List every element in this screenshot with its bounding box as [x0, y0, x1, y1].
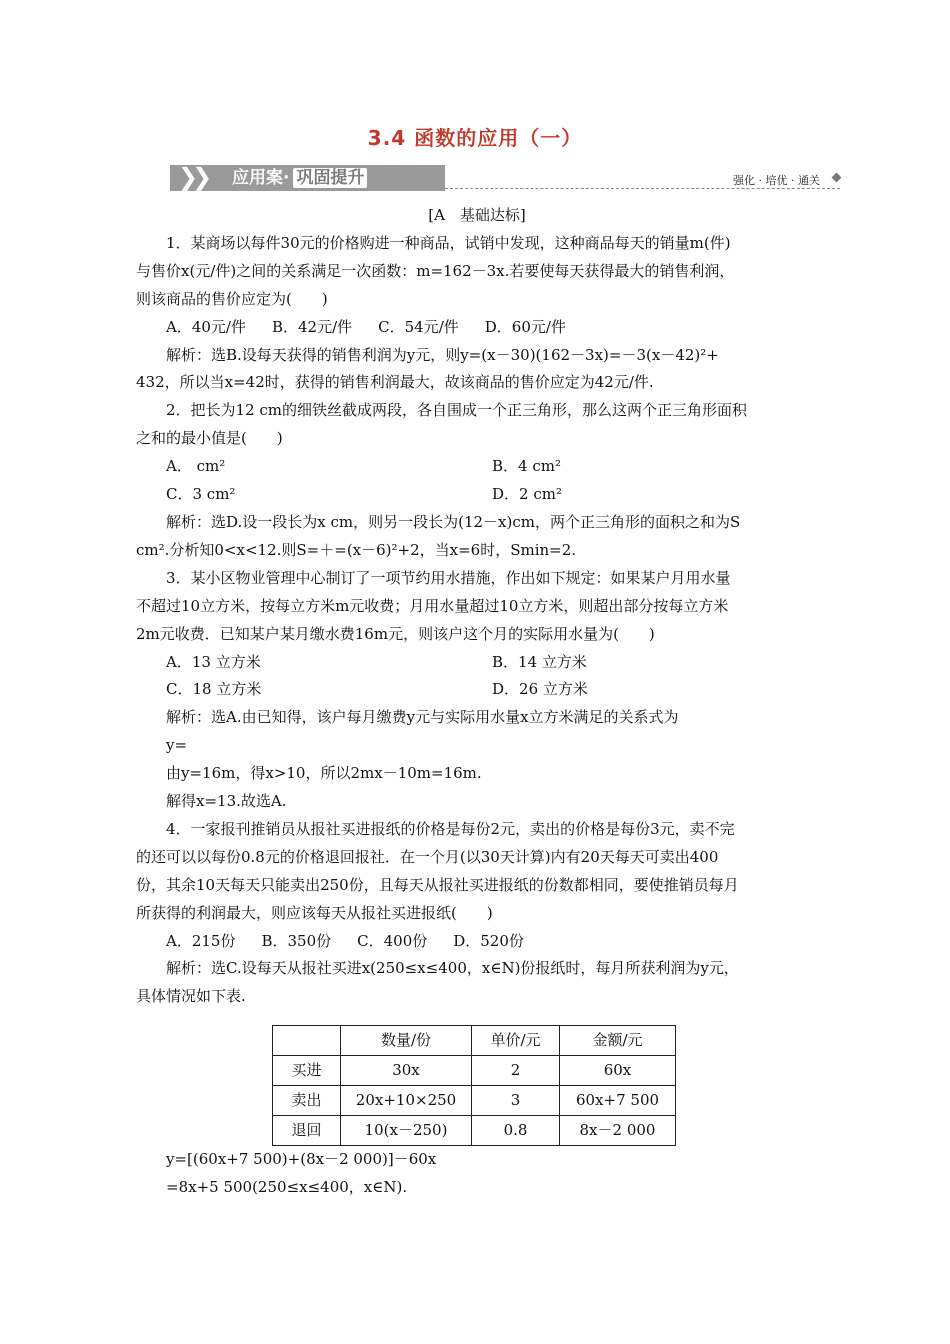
table-row: [273, 1116, 676, 1146]
q3-line3: 2m元收费．已知某户某月缴水费16m元，则该户这个月的实际用水量为( ): [136, 624, 655, 643]
q2-solution-1: 解析：选D.设一段长为x cm，则另一段长为(12－x)cm，两个正三角形的面积之和为S: [166, 512, 741, 531]
q3-option-a: A．13 立方米: [166, 652, 261, 671]
q3-line2: 不超过10立方米，按每立方米m元收费；月用水量超过10立方米，则超出部分按每立方米: [136, 596, 729, 615]
page-title: 3.4 函数的应用（一）: [367, 126, 583, 150]
q3-options-row1: [136, 649, 818, 677]
q4-line4: 所获得的利润最大，则应该每天从报社买进报纸( ): [136, 903, 493, 922]
banner-em-label: 巩固提升: [293, 168, 367, 188]
q4-solution-2: 具体情况如下表.: [136, 987, 246, 1006]
q3-option-b: B．14 立方米: [492, 652, 587, 671]
table-cell: 卖出: [273, 1086, 341, 1116]
q4-option-b: B．350份: [261, 931, 332, 950]
table-cell: 2: [472, 1056, 560, 1086]
table-cell: 30x: [341, 1056, 472, 1086]
q3-option-c: C．18 立方米: [166, 680, 262, 699]
q3-option-d: D．26 立方米: [492, 680, 588, 699]
q1-option-b: B．42元/件: [271, 317, 353, 336]
section-heading: [A 基础达标]: [428, 206, 526, 224]
q1-option-d: D．60元/件: [484, 317, 566, 336]
q2-line2: 之和的最小值是( ): [136, 429, 283, 448]
table-cell: 20x+10×250: [341, 1086, 472, 1116]
table-row: [273, 1086, 676, 1116]
double-chevron-icon: ❯❯: [178, 163, 207, 191]
q1-line1: 1．某商场以每件30元的价格购进一种商品，试销中发现，这种商品每天的销量m(件): [166, 233, 731, 252]
banner-right-label: 强化 · 培优 · 通关: [733, 174, 820, 187]
table-cell: 0.8: [472, 1116, 560, 1146]
q3-solution-2: y=: [166, 736, 188, 755]
q4-line1: 4．一家报刊推销员从报社买进报纸的价格是每份2元，卖出的价格是每份3元，卖不完: [166, 819, 735, 838]
q1-solution-2: 432，所以当x=42时，获得的销售利润最大，故该商品的售价应定为42元/件.: [136, 373, 654, 392]
q4-option-c: C．400份: [357, 931, 428, 950]
table-cell: 3: [472, 1086, 560, 1116]
q4-line2: 的还可以以每份0.8元的价格退回报社．在一个月(以30天计算)内有20天每天可卖出400: [136, 847, 719, 866]
q4-option-a: A．215份: [166, 931, 236, 950]
table-cell: 买进: [273, 1056, 341, 1086]
q1-option-c: C．54元/件: [378, 317, 459, 336]
banner-label: [232, 166, 367, 190]
q4-solution-1: 解析：选C.设每天从报社买进x(250≤x≤400，x∈N)份报纸时，每月所获利润为y元，: [166, 959, 739, 978]
table-cell: 退回: [273, 1116, 341, 1146]
q2-option-d: D．2 cm²: [492, 485, 562, 504]
profit-table: [272, 1025, 676, 1146]
table-header: 单价/元: [472, 1026, 560, 1056]
q1-solution-1: 解析：选B.设每天获得的销售利润为y元，则y=(x－30)(162－3x)=－3(x－42)²+: [166, 345, 719, 364]
table-header: 金额/元: [560, 1026, 676, 1056]
q2-options-row2: [136, 481, 818, 509]
q2-options-row1: [136, 453, 818, 481]
table-cell: 8x－2 000: [560, 1116, 676, 1146]
q4-option-d: D．520份: [453, 931, 524, 950]
section-banner: [170, 162, 840, 192]
q4-equation-1: y=[(60x+7 500)+(8x－2 000)]－60x: [166, 1150, 437, 1169]
table-cell: 10(x－250): [341, 1116, 472, 1146]
q3-options-row2: [136, 676, 818, 704]
q1-line2: 与售价x(元/件)之间的关系满足一次函数：m=162－3x.若要使每天获得最大的销售利润，: [136, 261, 735, 280]
q3-line1: 3．某小区物业管理中心制订了一项节约用水措施，作出如下规定：如果某户月用水量: [166, 568, 731, 587]
q4-line3: 份，其余10天每天只能卖出250份，且每天从报社买进报纸的份数都相同，要使推销员每月: [136, 875, 739, 894]
q2-option-b: B．4 cm²: [492, 457, 561, 476]
q2-option-a: A． cm²: [166, 457, 226, 476]
banner-left-label: 应用案·: [232, 168, 290, 188]
q3-solution-3: 由y=16m，得x>10，所以2mx－10m=16m.: [166, 764, 482, 783]
q2-line1: 2．把长为12 cm的细铁丝截成两段，各自围成一个正三角形，那么这两个正三角形面积: [166, 401, 748, 420]
q3-solution-1: 解析：选A.由已知得，该户每月缴费y元与实际用水量x立方米满足的关系式为: [166, 708, 679, 727]
q1-line3: 则该商品的售价应定为( ): [136, 289, 328, 308]
table-header: 数量/份: [341, 1026, 472, 1056]
q2-option-c: C．3 cm²: [166, 485, 236, 504]
table-header-row: [273, 1026, 676, 1056]
table-cell: 60x+7 500: [560, 1086, 676, 1116]
q4-equation-2: =8x+5 500(250≤x≤400，x∈N).: [166, 1178, 408, 1197]
q1-option-a: A．40元/件: [166, 317, 246, 336]
q3-solution-4: 解得x=13.故选A.: [166, 792, 287, 811]
q1-options: [136, 314, 818, 342]
table-cell: 60x: [560, 1056, 676, 1086]
q4-options: [136, 928, 818, 956]
banner-divider: [445, 188, 840, 189]
diamond-icon: [832, 173, 842, 183]
table-header: [273, 1026, 341, 1056]
q2-solution-2: cm².分析知0<x<12.则S=＋=(x－6)²+2，当x=6时，Smin=2.: [136, 540, 577, 559]
content: [136, 202, 818, 1202]
table-row: [273, 1056, 676, 1086]
